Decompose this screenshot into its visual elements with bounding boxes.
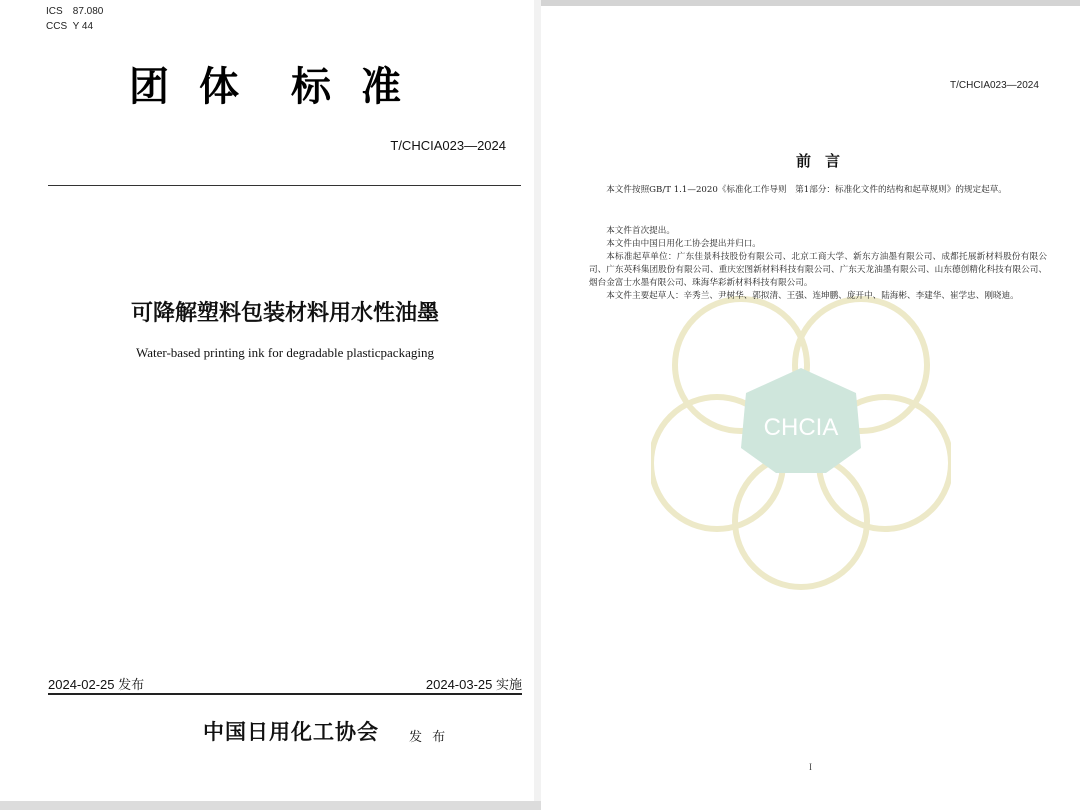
foreword-title: 前言 [796,152,855,170]
standard-type-char: 体 [199,64,243,110]
ccs-label: CCS [46,21,68,32]
chcia-watermark-logo [651,293,951,593]
header-standard-number: T/CHCIA023—2024 [950,80,1039,91]
ccs-code [46,21,93,32]
ics-code [46,6,103,17]
ccs-value: Y 44 [72,21,93,32]
issue-date: 2024-02-25 发布 [48,677,145,692]
chinese-title: 可降解塑料包装材料用水性油墨 [130,301,439,326]
foreword-paragraph: 本文件由中国日用化工协会提出并归口。 [606,239,761,249]
implementation-date: 2024-03-25 实施 [425,677,522,692]
foreword-paragraph: 本文件按照GB/T 1.1—2020《标准化工作导则 第1部分：标准化文件的结构和起草规则》的规定起草。 [606,185,1007,195]
standard-type-char: 团 [129,64,173,110]
foreword-paragraph: 本文件首次提出。 [606,226,675,236]
watermark-ring [735,455,867,587]
standard-type-char: 标 [291,64,335,110]
page-number: I [809,762,812,772]
foreword-page [541,6,1080,804]
ics-label: ICS [46,6,63,17]
foreword-paragraph: 本标准起草单位：广东佳景科技股份有限公司、北京工商大学、新东方油墨有限公司、成都托展新材料股份有限公司、广东英科集团股份有限公司、重庆宏图新材料科技有限公司、广东天龙油墨有限公司、山东德创精化科技有限公司、烟台金富士水墨有限公司、珠海华彩新材料科技有限公司。 [589,252,1047,288]
publisher-name: 中国日用化工协会 [203,720,379,744]
standard-type-char: 准 [361,64,405,110]
standard-type-heading [0,55,534,112]
standard-number: T/CHCIA023—2024 [390,138,506,153]
foreword-paragraph: 本文件主要起草人：辛秀兰、尹树华、郭拟清、王强、连坤鹏、庞开中、陆海彬、李建华、崔学忠、刚晓迪。 [606,291,1019,301]
ics-value: 87.080 [72,6,104,17]
bottom-divider [48,693,522,695]
top-divider [48,185,521,186]
page-edge-bottom [0,801,541,810]
cover-page [0,0,534,810]
page-gap [534,0,541,810]
english-title: Water-based printing ink for degradable plasticpackaging [136,345,434,360]
watermark-text: CHCIA [763,414,839,441]
publish-label: 发 布 [409,730,449,745]
